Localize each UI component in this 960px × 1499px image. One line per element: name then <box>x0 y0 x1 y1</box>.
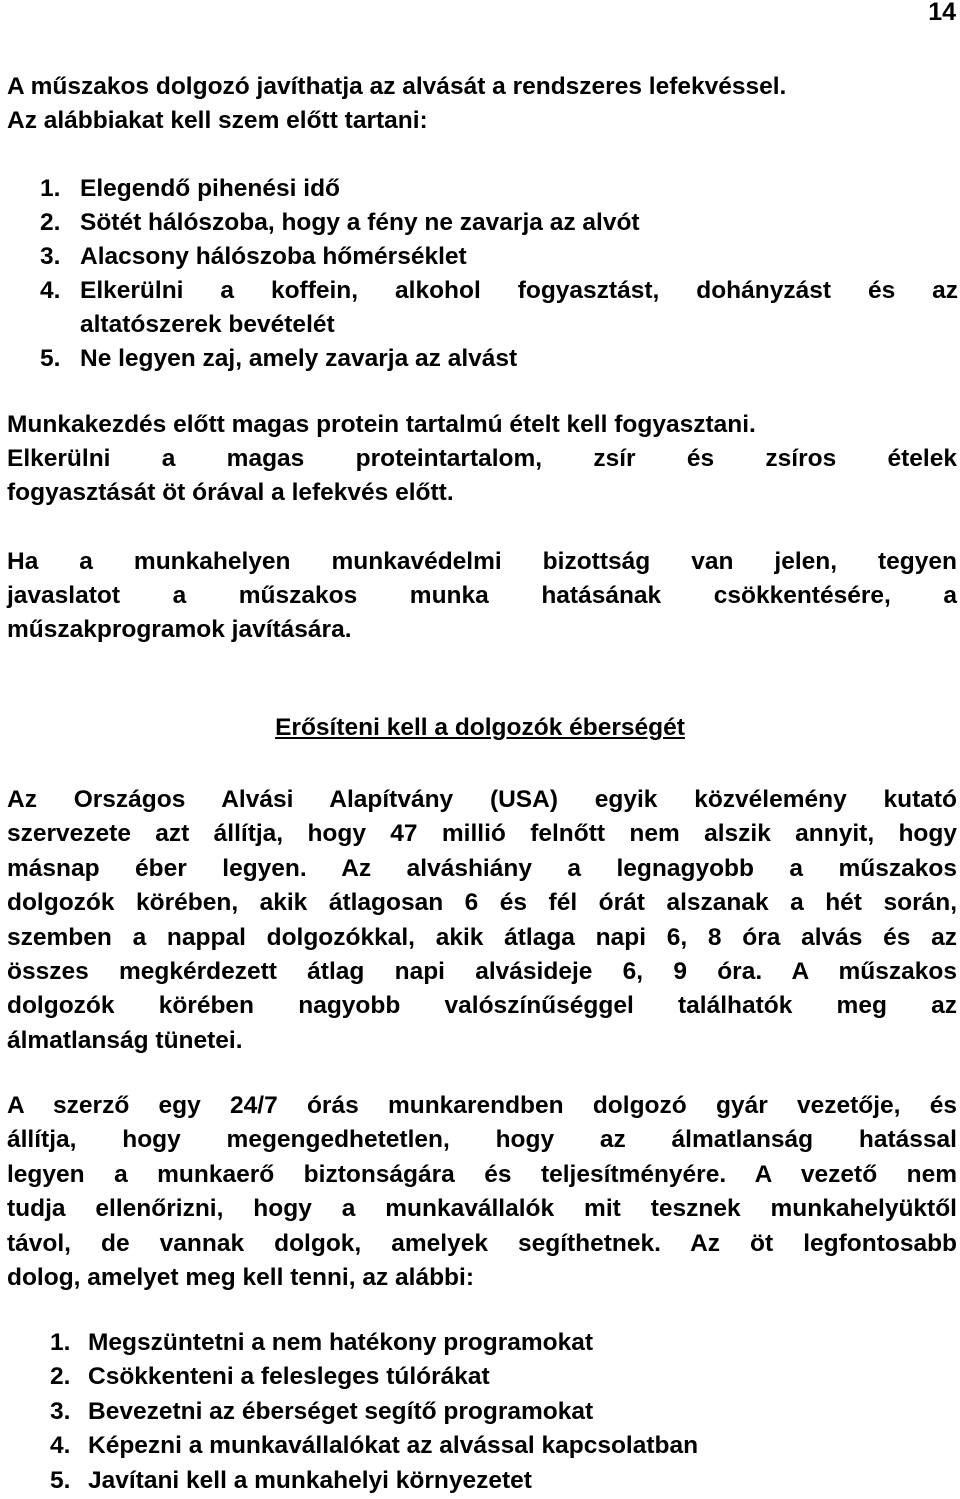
list-item-number: 5. <box>50 1466 71 1494</box>
list-item-text: Elegendő pihenési idő <box>80 175 341 202</box>
paragraph-line: szemben a nappal dolgozókkal, akik átlaga napi 6, 8 óra alvás és az <box>7 923 957 951</box>
list-item-text: Javítani kell a munkahelyi környezetet <box>88 1466 532 1494</box>
list-item-number: 3. <box>40 243 61 270</box>
sleep-tips-list <box>40 172 958 376</box>
paragraph-line: Ha a munkahelyen munkavédelmi bizottság van jelen, tegyen <box>7 548 957 575</box>
survey-paragraph <box>7 783 957 1058</box>
paragraph-line: Munkakezdés előtt magas protein tartalmú ételt kell fogyasztani. <box>7 411 756 438</box>
list-item-text: Bevezetni az éberséget segítő programokat <box>88 1397 594 1425</box>
paragraph-line: műszakprogramok javítására. <box>7 616 352 643</box>
paragraph-line: legyen a munkaerő biztonságára és teljesítményére. A vezető nem <box>7 1160 957 1188</box>
author-paragraph <box>7 1089 957 1295</box>
list-item-text: Megszüntetni a nem hatékony programokat <box>88 1329 594 1356</box>
paragraph-line: állítja, hogy megengedhetetlen, hogy az álmatlanság hatással <box>7 1126 957 1154</box>
paragraph-line: fogyasztását öt órával a lefekvés előtt. <box>7 479 454 506</box>
page-number: 14 <box>928 0 956 26</box>
paragraph-line: összes megkérdezett átlag napi alvásideje 6, 9 óra. A műszakos <box>7 958 957 986</box>
paragraph-line: dolgozók körében nagyobb valószínűséggel találhatók meg az <box>7 992 957 1020</box>
list-item <box>40 172 958 206</box>
section-heading: Erősíteni kell a dolgozók éberségét <box>275 714 685 741</box>
list-item-number: 2. <box>40 209 61 236</box>
paragraph-line: A szerző egy 24/7 órás munkarendben dolgozó gyár vezetője, és <box>7 1092 957 1119</box>
paragraph-line: távol, de vannak dolgok, amelyek segíthetnek. Az öt legfontosabb <box>7 1229 957 1257</box>
manager-actions-list <box>50 1326 950 1498</box>
paragraph-line: Elkerülni a magas proteintartalom, zsír és zsíros ételek <box>7 445 957 472</box>
list-item <box>50 1395 950 1429</box>
list-item-number: 4. <box>50 1432 71 1460</box>
paragraph-line: tudja ellenőrizni, hogy a munkavállalók mit tesznek munkahelyüktől <box>7 1195 957 1223</box>
list-item <box>40 206 958 240</box>
list-item-text: Alacsony hálószoba hőmérséklet <box>80 243 467 270</box>
list-item-number: 2. <box>50 1363 71 1391</box>
list-item-number: 1. <box>50 1329 71 1356</box>
list-item-number: 1. <box>40 175 61 202</box>
intro-line-2: Az alábbiakat kell szem előtt tartani: <box>7 107 428 134</box>
list-item-number: 4. <box>40 277 61 304</box>
list-item <box>50 1326 950 1360</box>
paragraph-line: szervezete azt állítja, hogy 47 millió felnőtt nem alszik annyit, hogy <box>7 820 957 848</box>
list-item-text-continued: altatószerek bevételét <box>80 311 335 338</box>
paragraph-line: dolgozók körében, akik átlagosan 6 és fél órát alszanak a hét során, <box>7 889 957 917</box>
list-item-text: Ne legyen zaj, amely zavarja az alvást <box>80 345 518 372</box>
list-item-number: 5. <box>40 345 61 372</box>
committee-paragraph <box>7 545 957 647</box>
paragraph-line: álmatlanság tünetei. <box>7 1026 243 1054</box>
list-item <box>50 1464 950 1498</box>
intro-line-1: A műszakos dolgozó javíthatja az alvását a rendszeres lefekvéssel. <box>7 73 787 100</box>
intro-paragraph <box>7 70 957 138</box>
list-item-text: Csökkenteni a felesleges túlórákat <box>88 1363 490 1391</box>
paragraph-line: dolog, amelyet meg kell tenni, az alábbi: <box>7 1264 474 1292</box>
paragraph-line: javaslatot a műszakos munka hatásának csökkentésére, a <box>7 582 957 609</box>
list-item-text: Képezni a munkavállalókat az alvással kapcsolatban <box>88 1432 699 1460</box>
list-item <box>40 342 958 376</box>
list-item-number: 3. <box>50 1397 71 1425</box>
protein-paragraph <box>7 408 957 510</box>
list-item <box>50 1360 950 1394</box>
list-item-text: Elkerülni a koffein, alkohol fogyasztást, dohányzást és az <box>80 277 958 304</box>
paragraph-line: másnap éber legyen. Az alváshiány a legnagyobb a műszakos <box>7 854 957 882</box>
list-item-text: Sötét hálószoba, hogy a fény ne zavarja az alvót <box>80 209 640 236</box>
list-item <box>50 1429 950 1463</box>
list-item <box>40 240 958 274</box>
list-item <box>40 274 958 342</box>
paragraph-line: Az Országos Alvási Alapítvány (USA) egyik közvélemény kutató <box>7 786 957 813</box>
